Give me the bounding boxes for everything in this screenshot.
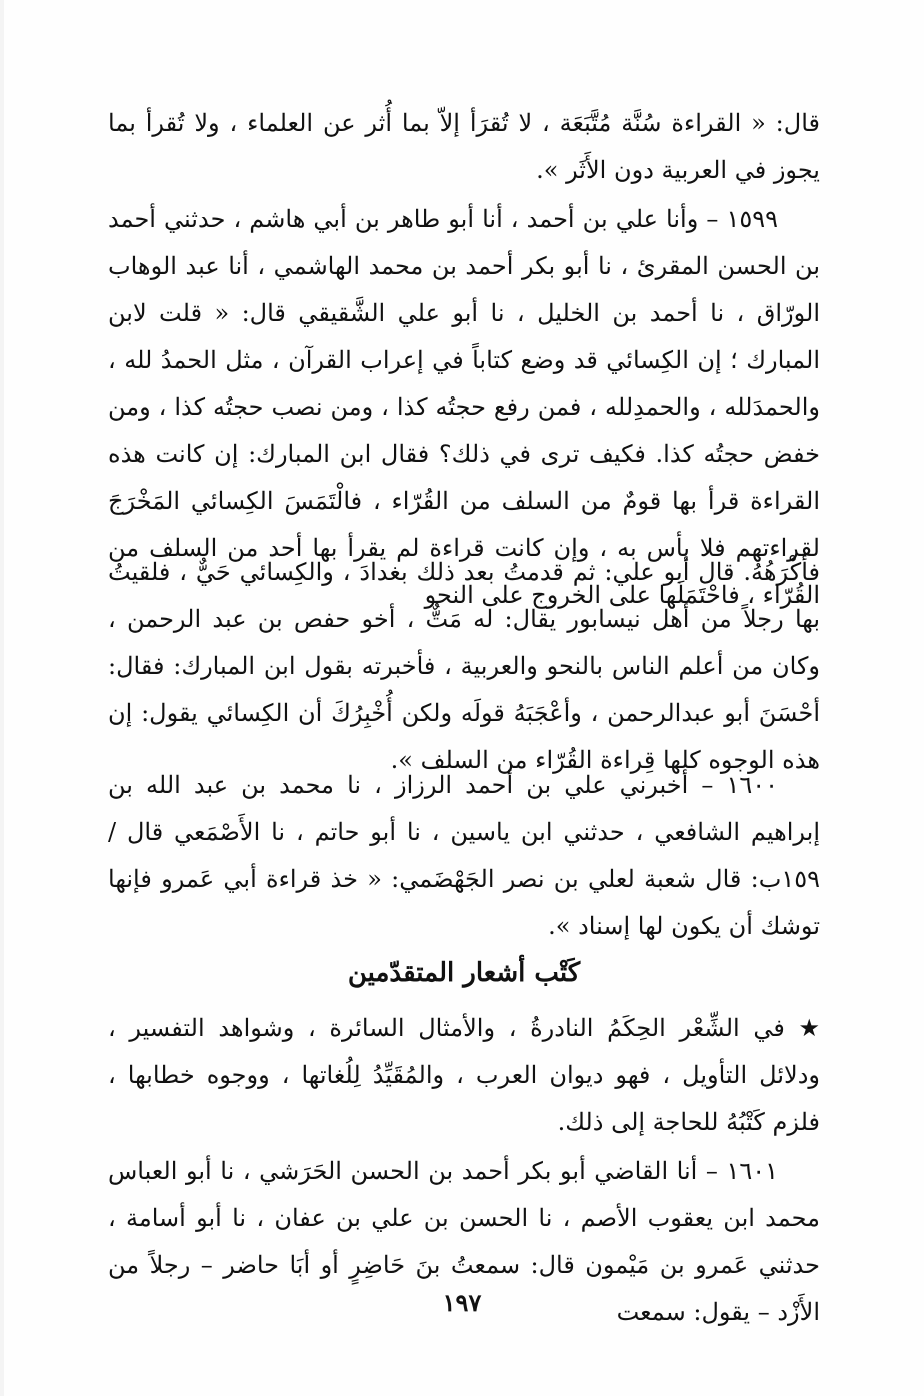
text-block-5 xyxy=(108,1005,820,1146)
paragraph-poetry-intro: ★ في الشِّعْر الحِكَمُ النادرةُ ، والأمثال السائرة ، وشواهد التفسير ، ودلائل التأويل ، فهو ديوان العرب ، والمُقَيِّدُ لِلُغاتها ، ووجوه خطابها ، فلزم كَتْبُهُ للحاجة إلى ذلك. xyxy=(108,1014,820,1136)
paragraph-1601: ١٦٠١ – أنا القاضي أبو بكر أحمد بن الحسن الحَرَشي ، نا أبو العباس محمد ابن يعقوب الأصم ، نا الحسن بن علي بن عفان ، نا أبو أسامة ، حدثني عَمرو بن مَيْمون قال: سمعتُ بنَ حَاضِرٍ أو أبَا حاضر – رجلاً من الأَزْد – يقول: سمعت xyxy=(108,1157,820,1326)
paragraph-1599: ١٥٩٩ – وأنا علي بن أحمد ، أنا أبو طاهر بن أبي هاشم ، حدثني أحمد بن الحسن المقرئ ، نا أبو بكر أحمد بن محمد الهاشمي ، أنا عبد الوهاب الورّاق ، نا أحمد بن الخليل ، نا أبو علي الشَّقيقي قال: « قلت لابن المبارك ؛ إن الكِسائي قد وضع كتاباً في إعراب القرآن ، مثل الحمدُ لله ، والحمدَلله ، والحمدِلله ، فمن رفع حجتُه كذا ، ومن نصب حجتُه كذا ، ومن خفض حجتُه كذا. فكيف ترى في ذلك؟ فقال ابن المبارك: إن كانت هذه القراءة قرأ بها قومٌ من السلف من القُرّاء ، فالْتَمَسَ الكِسائي المَخْرَجَ لقراءتهم فلا بأس به ، وإن كانت قراءة لم يقرأ بها أحد من السلف من القُرّاء ، فاحْتَمَلَها على الخروج على النحو xyxy=(108,205,820,609)
page-number: ١٩٧ xyxy=(442,1288,482,1317)
text-block-4 xyxy=(108,762,820,950)
section-heading-block xyxy=(108,950,820,997)
paragraph-1600: ١٦٠٠ – أخبرني علي بن أحمد الرزاز ، نا محمد بن عبد الله بن إبراهيم الشافعي ، حدثني ابن ياسين ، نا أبو حاتم ، نا الأَصْمَعي قال /١٥٩ب: قال شعبة لعلي بن نصر الجَهْضَمي: « خذ قراءة أبي عَمرو فإنها توشك أن يكون لها إسناد ». xyxy=(108,771,820,940)
paragraph-quote-continuation: قال: « القراءة سُنَّة مُتَّبَعَة ، لا تُقرَأ إلاّ بما أُثر عن العلماء ، ولا تُقرأ بما يجوز في العربية دون الأَثَر ». xyxy=(108,109,820,184)
text-block-3 xyxy=(108,549,820,784)
text-block-1 xyxy=(108,100,820,194)
section-heading: كَتْب أشعار المتقدّمين xyxy=(347,958,581,988)
scan-edge xyxy=(0,0,4,1396)
paragraph-1599-continuation: فأكْرَهُهُ. قال أبو علي: ثم قدمتُ بعد ذلك بغدادَ ، والكِسائي حَيٌّ ، فلقيتُ بها رجلاً من أهل نيسابور يقال: له مَتٌّ ، أخو حفص بن عبد الرحمن ، وكان من أعلم الناس بالنحو والعربية ، فأخبرته بقول ابن المبارك: فقال: أحْسَنَ أبو عبدالرحمن ، وأعْجَبَهُ قولَه ولكن أُخْبِرُكَ أن الكِسائي يقول: إن هذه الوجوه كلها قِراءة القُرّاء من السلف ». xyxy=(108,558,820,774)
